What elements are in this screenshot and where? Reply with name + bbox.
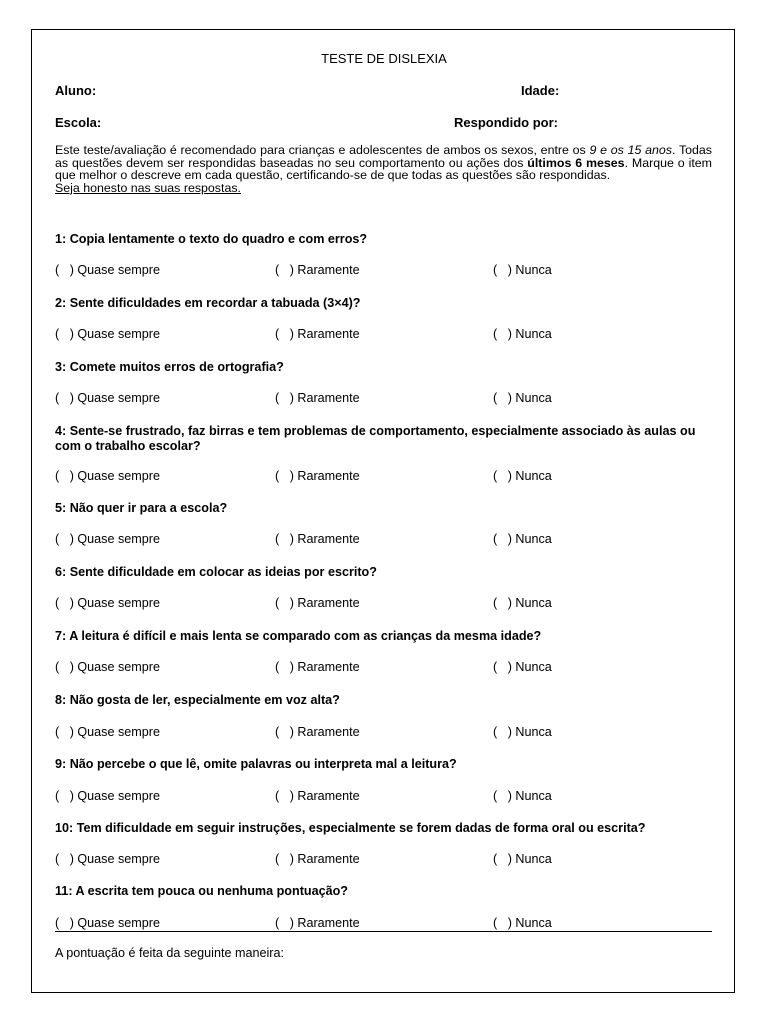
q6-option-raramente[interactable]: ( ) Raramente xyxy=(275,596,360,610)
instructions-text-a: Este teste/avaliação é recomendado para crianças e adolescentes de ambos os sexos, entre os xyxy=(55,143,590,157)
q5-option-raramente[interactable]: ( ) Raramente xyxy=(275,532,360,546)
q4-option-quase-sempre[interactable]: ( ) Quase sempre xyxy=(55,469,160,483)
question-11: 11: A escrita tem pouca ou nenhuma pontuação? xyxy=(55,884,348,898)
instructions xyxy=(55,144,712,194)
question-1: 1: Copia lentamente o texto do quadro e com erros? xyxy=(55,232,368,246)
q1-option-raramente[interactable]: ( ) Raramente xyxy=(275,263,360,277)
q11-option-quase-sempre[interactable]: ( ) Quase sempre xyxy=(55,916,160,930)
q5-option-nunca[interactable]: ( ) Nunca xyxy=(493,532,552,546)
bottom-divider xyxy=(55,931,712,932)
q3-option-raramente[interactable]: ( ) Raramente xyxy=(275,391,360,405)
respondido-label: Respondido por: xyxy=(454,115,558,130)
q6-option-nunca[interactable]: ( ) Nunca xyxy=(493,596,552,610)
question-9: 9: Não percebe o que lê, omite palavras ou interpreta mal a leitura? xyxy=(55,757,457,771)
question-3: 3: Comete muitos erros de ortografia? xyxy=(55,360,284,374)
instructions-text-c: . Marque o item que melhor o descreve em cada questão, certificando-se de que todas as questões são respondidas. xyxy=(55,155,712,183)
document-title: TESTE DE DISLEXIA xyxy=(321,51,447,66)
honesty-note: Seja honesto nas suas respostas. xyxy=(55,180,241,195)
q9-option-nunca[interactable]: ( ) Nunca xyxy=(493,789,552,803)
q4-option-raramente[interactable]: ( ) Raramente xyxy=(275,469,360,483)
q7-option-nunca[interactable]: ( ) Nunca xyxy=(493,660,552,674)
q10-option-raramente[interactable]: ( ) Raramente xyxy=(275,852,360,866)
q9-option-quase-sempre[interactable]: ( ) Quase sempre xyxy=(55,789,160,803)
question-5: 5: Não quer ir para a escola? xyxy=(55,501,228,515)
q2-option-raramente[interactable]: ( ) Raramente xyxy=(275,327,360,341)
question-4: 4: Sente-se frustrado, faz birras e tem problemas de comportamento, especialmente associado às aulas ou com o trabalho escolar? xyxy=(55,424,696,453)
instructions-text-b: . Todas as questões devem ser respondidas baseadas no seu comportamento ou ações dos xyxy=(55,143,713,170)
question-7: 7: A leitura é difícil e mais lenta se comparado com as crianças da mesma idade? xyxy=(55,629,542,643)
q9-option-raramente[interactable]: ( ) Raramente xyxy=(275,789,360,803)
q1-option-nunca[interactable]: ( ) Nunca xyxy=(493,263,552,277)
question-6: 6: Sente dificuldade em colocar as ideias por escrito? xyxy=(55,565,377,579)
q8-option-quase-sempre[interactable]: ( ) Quase sempre xyxy=(55,725,160,739)
age-range: 9 e os 15 anos xyxy=(589,143,672,157)
q8-option-raramente[interactable]: ( ) Raramente xyxy=(275,725,360,739)
q2-option-quase-sempre[interactable]: ( ) Quase sempre xyxy=(55,327,160,341)
q4-option-nunca[interactable]: ( ) Nunca xyxy=(493,469,552,483)
q1-option-quase-sempre[interactable]: ( ) Quase sempre xyxy=(55,263,160,277)
scoring-note: A pontuação é feita da seguinte maneira: xyxy=(55,946,284,960)
escola-label: Escola: xyxy=(55,115,102,130)
q3-option-quase-sempre[interactable]: ( ) Quase sempre xyxy=(55,391,160,405)
question-2: 2: Sente dificuldades em recordar a tabuada (3×4)? xyxy=(55,296,361,310)
q7-option-quase-sempre[interactable]: ( ) Quase sempre xyxy=(55,660,160,674)
q6-option-quase-sempre[interactable]: ( ) Quase sempre xyxy=(55,596,160,610)
q10-option-nunca[interactable]: ( ) Nunca xyxy=(493,852,552,866)
period-emphasis: últimos 6 meses xyxy=(527,155,625,170)
question-10: 10: Tem dificuldade em seguir instruções, especialmente se forem dadas de forma oral ou escrita? xyxy=(55,821,646,835)
q8-option-nunca[interactable]: ( ) Nunca xyxy=(493,725,552,739)
question-8: 8: Não gosta de ler, especialmente em voz alta? xyxy=(55,693,340,707)
q11-option-raramente[interactable]: ( ) Raramente xyxy=(275,916,360,930)
aluno-label: Aluno: xyxy=(55,83,97,98)
q7-option-raramente[interactable]: ( ) Raramente xyxy=(275,660,360,674)
q10-option-quase-sempre[interactable]: ( ) Quase sempre xyxy=(55,852,160,866)
q2-option-nunca[interactable]: ( ) Nunca xyxy=(493,327,552,341)
q3-option-nunca[interactable]: ( ) Nunca xyxy=(493,391,552,405)
instructions-paragraph xyxy=(55,144,712,182)
q11-option-nunca[interactable]: ( ) Nunca xyxy=(493,916,552,930)
idade-label: Idade: xyxy=(521,83,560,98)
q5-option-quase-sempre[interactable]: ( ) Quase sempre xyxy=(55,532,160,546)
